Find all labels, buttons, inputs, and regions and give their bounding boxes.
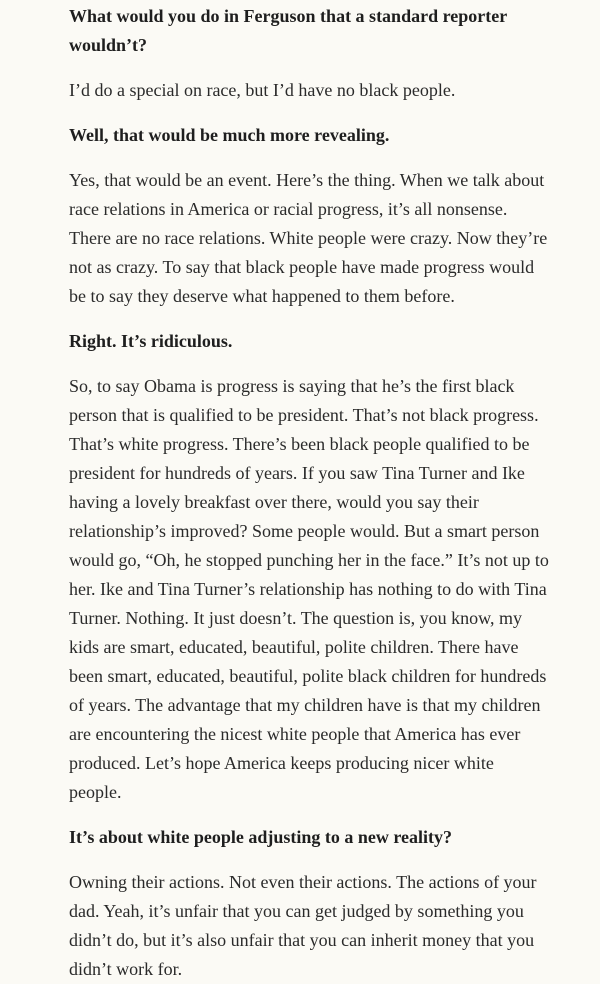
interview-answer-race-relations: Yes, that would be an event. Here’s the thing. When we talk about race relations in America or racial progress, it’s all nonsense. There are no race relations. White people were crazy. Now they’re not as crazy. To say that black people have made progress would be to say they deserve what happened to them before. (69, 170, 548, 306)
interview-answer-owning-actions: Owning their actions. Not even their actions. The actions of your dad. Yeah, it’s unfair that you can get judged by something you didn’t do, but it’s also unfair that you can inherit money that you didn’t work for. (69, 872, 537, 979)
interview-question-new-reality: It’s about white people adjusting to a new reality? (69, 827, 453, 847)
interview-question-more-revealing: Well, that would be much more revealing. (69, 125, 390, 145)
interview-question-ridiculous: Right. It’s ridiculous. (69, 331, 233, 351)
interview-answer-white-progress: So, to say Obama is progress is saying that he’s the first black person that is qualified to be president. That’s not black progress. That’s white progress. There’s been black people qualified to be president for hundreds of years. If you saw Tina Turner and Ike having a lovely breakfast over there, would you say their relationship’s improved? Some people would. But a smart person would go, “Oh, he stopped punching her in the face.” It’s not up to her. Ike and Tina Turner’s relationship has nothing to do with Tina Turner. Nothing. It just doesn’t. The question is, you know, my kids are smart, educated, beautiful, polite children. There have been smart, educated, beautiful, polite black children for hundreds of years. The advantage that my children have is that my children are encountering the nicest white people that America has ever produced. Let’s hope America keeps producing nicer white people. (69, 376, 549, 802)
interview-answer-special-on-race: I’d do a special on race, but I’d have no black people. (69, 80, 456, 100)
interview-question-ferguson: What would you do in Ferguson that a standard reporter wouldn’t? (69, 6, 507, 55)
